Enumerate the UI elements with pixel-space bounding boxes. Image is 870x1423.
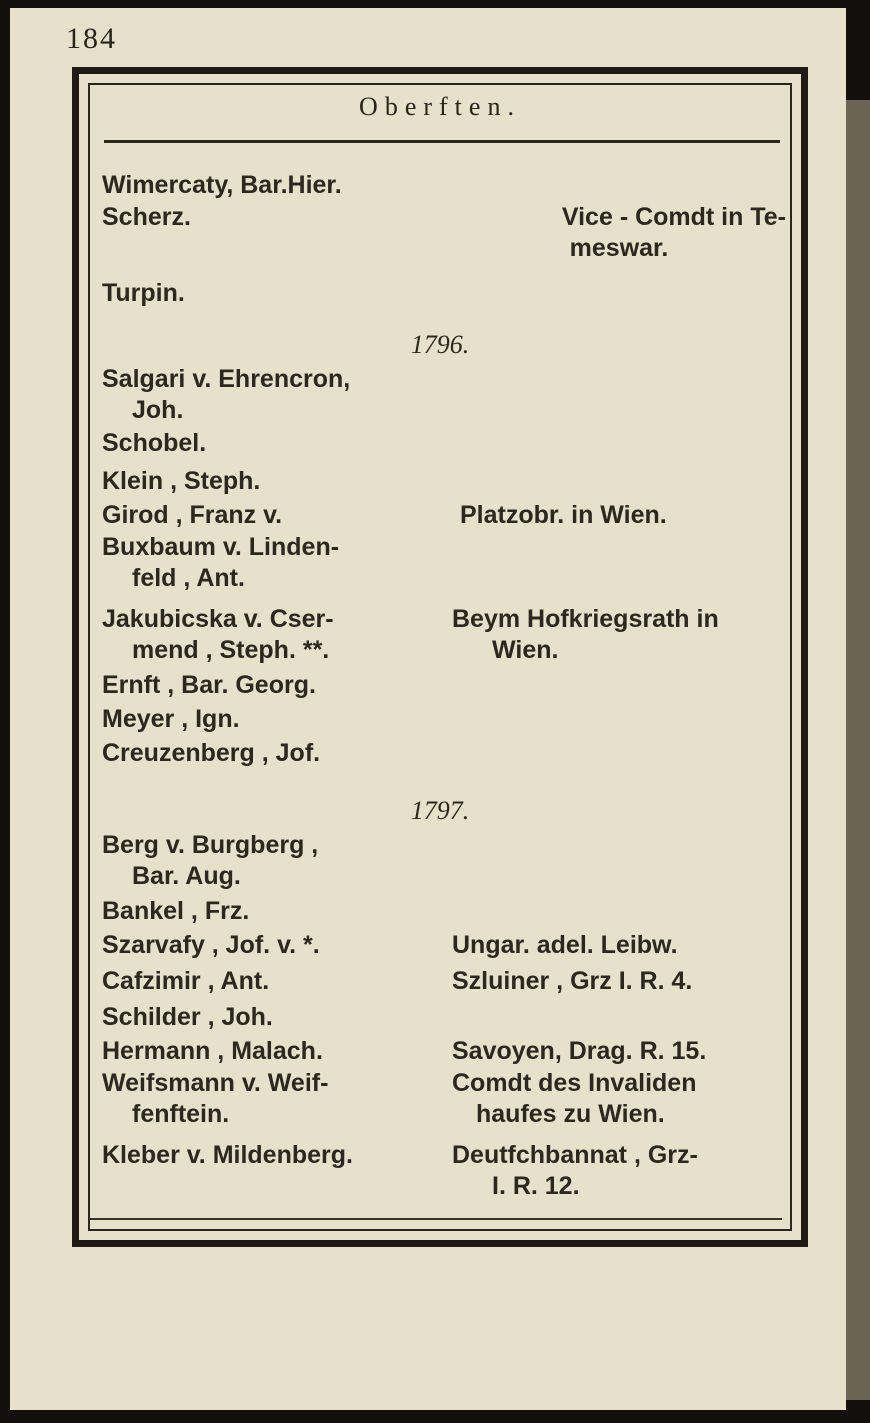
officer-name: Klein , Steph. — [102, 467, 261, 495]
year-heading: 1796. — [410, 330, 470, 359]
year-heading: 1797. — [410, 796, 470, 825]
officer-post: Platzobr. in Wien. — [460, 501, 667, 529]
officer-name: Bankel , Frz. — [102, 897, 250, 925]
book-spine-edge — [846, 100, 870, 1400]
officer-name: Ernft , Bar. Georg. — [102, 671, 316, 699]
officer-name: Hermann , Malach. — [102, 1037, 323, 1065]
officer-post: Ungar. adel. Leibw. — [452, 931, 678, 959]
officer-name: Meyer , Ign. — [102, 705, 240, 733]
section-heading: Oberften. — [359, 92, 521, 121]
officer-name: Turpin. — [102, 279, 185, 307]
officer-name: Jakubicska v. Cser- mend , Steph. **. — [102, 605, 334, 664]
bottom-rule — [90, 1218, 782, 1220]
officer-name: Schilder , Joh. — [102, 1003, 273, 1031]
officer-name: Kleber v. Mildenberg. — [102, 1141, 353, 1169]
officer-name: Wimercaty, Bar.Hier. — [102, 171, 342, 199]
officer-post: Deutfchbannat , Grz- I. R. 12. — [452, 1141, 698, 1200]
officer-name: Szarvafy , Jof. v. *. — [102, 931, 320, 959]
officer-post: Beym Hofkriegsrath in Wien. — [452, 605, 719, 664]
officer-post: Szluiner , Grz I. R. 4. — [452, 967, 693, 995]
officer-post: Comdt des Invaliden haufes zu Wien. — [452, 1069, 697, 1128]
officer-name: Weifsmann v. Weif- fenftein. — [102, 1069, 329, 1128]
officer-name: Cafzimir , Ant. — [102, 967, 270, 995]
heading-rule — [104, 140, 780, 143]
page-number: 184 — [66, 22, 117, 55]
officer-name: Schobel. — [102, 429, 207, 457]
officer-name: Creuzenberg , Jof. — [102, 739, 321, 767]
officer-name: Salgari v. Ehrencron, Joh. — [102, 365, 351, 424]
officer-name: Buxbaum v. Linden- feld , Ant. — [102, 533, 340, 592]
officer-post: Savoyen, Drag. R. 15. — [452, 1037, 707, 1065]
officer-name: Berg v. Burgberg , Bar. Aug. — [102, 831, 319, 890]
officer-name: Girod , Franz v. — [102, 501, 283, 529]
officer-post: Vice - Comdt in Te- meswar. — [561, 203, 786, 262]
officer-name: Scherz. — [102, 203, 191, 231]
